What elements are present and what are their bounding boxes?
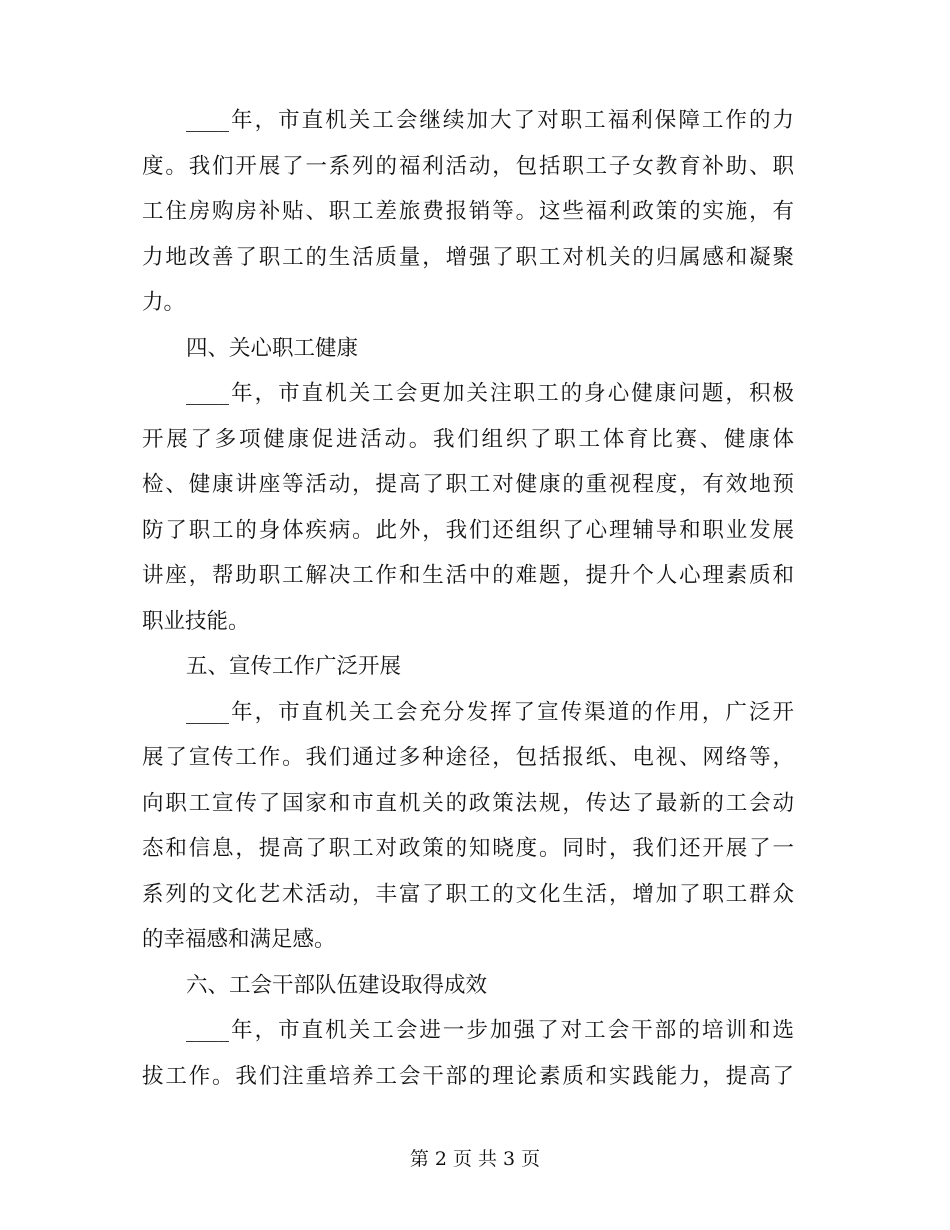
- paragraph-line: 力地改善了职工的生活质量，增强了职工对机关的归属感和凝聚: [142, 244, 794, 270]
- section-heading: 四、关心职工健康: [186, 335, 359, 361]
- section-heading: 六、工会干部队伍建设取得成效: [186, 972, 488, 998]
- paragraph-line: 系列的文化艺术活动，丰富了职工的文化生活，增加了职工群众: [142, 881, 794, 907]
- paragraph-line: 向职工宣传了国家和市直机关的政策法规，传达了最新的工会动: [142, 790, 794, 816]
- paragraph-line: 职业技能。: [142, 608, 250, 634]
- section-heading: 五、宣传工作广泛开展: [186, 654, 402, 679]
- paragraph-line: 展了宣传工作。我们通过多种途径，包括报纸、电视、网络等，: [142, 745, 794, 770]
- paragraph-line: 拔工作。我们注重培养工会干部的理论素质和实践能力，提高了: [142, 1063, 794, 1089]
- page-number-footer: 第 2 页 共 3 页: [409, 1148, 541, 1170]
- paragraph-line: 度。我们开展了一系列的福利活动，包括职工子女教育补助、职: [142, 153, 794, 179]
- paragraph-line: ____年，市直机关工会进一步加强了对工会干部的培训和选: [186, 1018, 794, 1043]
- paragraph-line: 工住房购房补贴、职工差旅费报销等。这些福利政策的实施，有: [142, 199, 794, 224]
- paragraph-line: 开展了多项健康促进活动。我们组织了职工体育比赛、健康体: [142, 426, 794, 452]
- paragraph-line: 讲座，帮助职工解决工作和生活中的难题，提升个人心理素质和: [142, 563, 794, 588]
- paragraph-line: 态和信息，提高了职工对政策的知晓度。同时，我们还开展了一: [142, 836, 794, 861]
- paragraph-line: ____年，市直机关工会继续加大了对职工福利保障工作的力: [186, 108, 794, 133]
- paragraph-line: ____年，市直机关工会充分发挥了宣传渠道的作用，广泛开: [186, 699, 794, 725]
- document-page: [142, 98, 794, 1099]
- paragraph-line: 力。: [142, 290, 186, 315]
- paragraph-line: 检、健康讲座等活动，提高了职工对健康的重视程度，有效地预: [142, 472, 794, 497]
- paragraph-line: 防了职工的身体疾病。此外，我们还组织了心理辅导和职业发展: [142, 517, 794, 543]
- paragraph-line: 的幸福感和满足感。: [142, 927, 336, 952]
- paragraph-line: ____年，市直机关工会更加关注职工的身心健康问题，积极: [186, 381, 794, 406]
